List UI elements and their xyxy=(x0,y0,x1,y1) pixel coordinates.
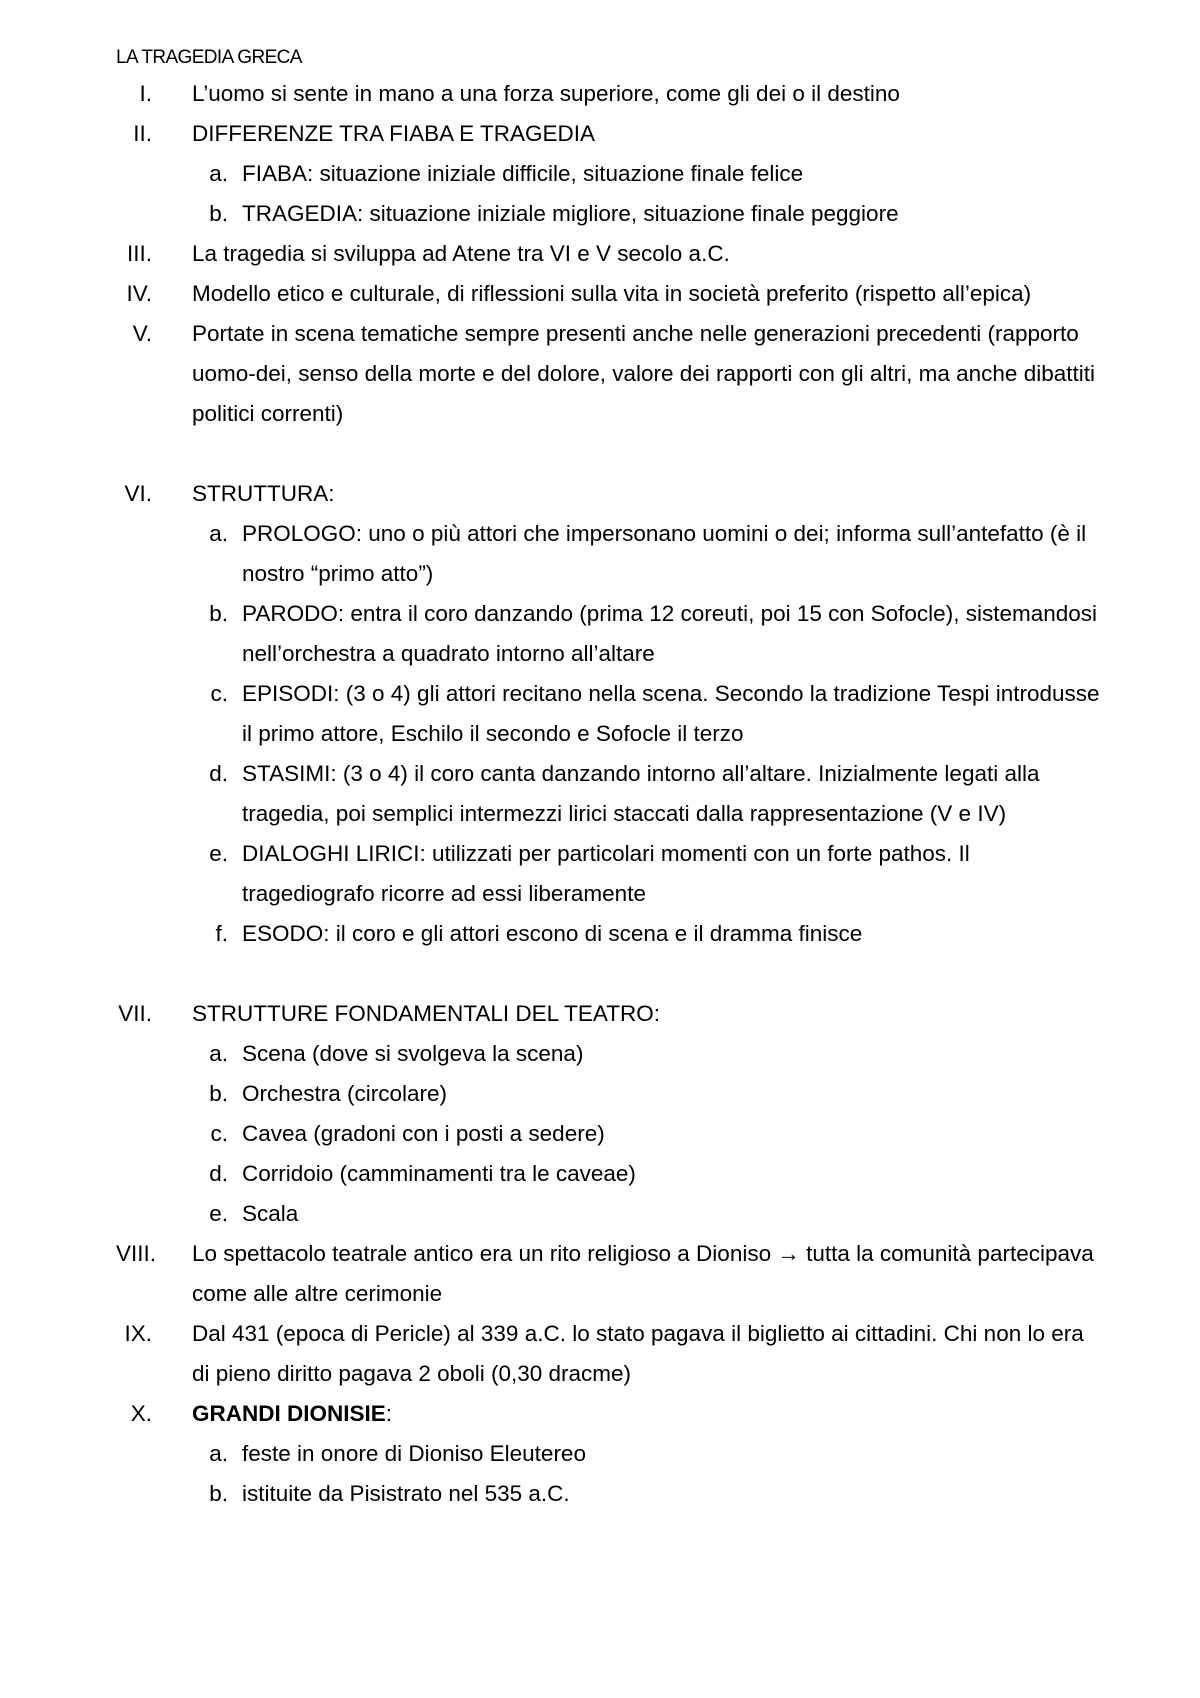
sub-item xyxy=(192,1194,1100,1234)
sub-item xyxy=(192,754,1100,834)
item-text: Modello etico e culturale, di riflessioni sulla vita in società preferito (rispetto all’epica) xyxy=(192,281,1032,306)
list-item xyxy=(116,74,1100,114)
item-text: Dal 431 (epoca di Pericle) al 339 a.C. lo stato pagava il biglietto ai cittadini. Chi non lo era di pieno diritto pagava 2 oboli (0,30 dracme) xyxy=(192,1321,1084,1386)
sub-item-text: FIABA: situazione iniziale difficile, situazione finale felice xyxy=(242,161,804,186)
document-title: LA TRAGEDIA GRECA xyxy=(116,47,302,68)
sub-item xyxy=(192,1074,1100,1114)
sub-item-letter: a. xyxy=(209,161,228,186)
sub-item-letter: a. xyxy=(209,521,228,546)
sub-item-text: Corridoio (camminamenti tra le caveae) xyxy=(242,1161,636,1186)
item-heading-suffix: : xyxy=(385,1401,393,1426)
item-text: STRUTTURA: xyxy=(192,481,335,506)
spacer xyxy=(116,954,1100,994)
sub-item xyxy=(192,1114,1100,1154)
sub-item-text: Scala xyxy=(242,1201,299,1226)
sub-item-text: STASIMI: (3 o 4) il coro canta danzando intorno all’altare. Inizialmente legati alla tragedia, poi semplici intermezzi lirici staccati dalla rappresentazione (V e IV) xyxy=(242,761,1040,826)
list-item xyxy=(116,994,1100,1034)
list-item xyxy=(116,1314,1100,1394)
sub-item-text: istituite da Pisistrato nel 535 a.C. xyxy=(242,1481,570,1506)
sub-item-letter: b. xyxy=(209,1481,228,1506)
sub-item-letter: d. xyxy=(209,1161,228,1186)
sub-item-letter: e. xyxy=(209,841,228,866)
list-item xyxy=(116,1394,1100,1434)
spacer xyxy=(116,434,1100,474)
item-number: VII. xyxy=(118,1001,152,1026)
item-text: DIFFERENZE TRA FIABA E TRAGEDIA xyxy=(192,121,596,146)
item-number: X. xyxy=(130,1401,152,1426)
list-item xyxy=(116,274,1100,314)
sub-item-text: TRAGEDIA: situazione iniziale migliore, situazione finale peggiore xyxy=(242,201,899,226)
item-number: II. xyxy=(133,121,152,146)
item-number: IV. xyxy=(126,281,152,306)
sub-item-text: PROLOGO: uno o più attori che impersonano uomini o dei; informa sull’antefatto (è il nostro “primo atto”) xyxy=(242,521,1087,586)
sub-item-text: PARODO: entra il coro danzando (prima 12 coreuti, poi 15 con Sofocle), sistemandosi nell’orchestra a quadrato intorno all’altare xyxy=(242,601,1097,666)
sub-item-letter: a. xyxy=(209,1441,228,1466)
sub-item xyxy=(192,514,1100,594)
sub-item-text: Cavea (gradoni con i posti a sedere) xyxy=(242,1121,605,1146)
sub-item-letter: b. xyxy=(209,201,228,226)
list-item xyxy=(116,474,1100,514)
item-text: L’uomo si sente in mano a una forza superiore, come gli dei o il destino xyxy=(192,81,900,106)
sub-item-text: Orchestra (circolare) xyxy=(242,1081,448,1106)
item-text xyxy=(192,1394,1100,1434)
item-number: VIII. xyxy=(116,1241,157,1266)
item-bold-heading: GRANDI DIONISIE xyxy=(192,1401,386,1426)
sub-item xyxy=(192,594,1100,674)
list-item xyxy=(116,1234,1100,1314)
list-item xyxy=(116,234,1100,274)
sub-item xyxy=(192,1154,1100,1194)
sub-item-letter: e. xyxy=(209,1201,228,1226)
sub-item-text: feste in onore di Dioniso Eleutereo xyxy=(242,1441,586,1466)
sub-item-letter: d. xyxy=(209,761,228,786)
item-number: III. xyxy=(126,241,152,266)
item-text: La tragedia si sviluppa ad Atene tra VI e V secolo a.C. xyxy=(192,241,730,266)
item-text: STRUTTURE FONDAMENTALI DEL TEATRO: xyxy=(192,1001,660,1026)
sub-item-letter: c. xyxy=(210,681,228,706)
list-item xyxy=(116,314,1100,434)
sub-item xyxy=(192,834,1100,914)
sub-item xyxy=(192,674,1100,754)
sub-item-text: ESODO: il coro e gli attori escono di scena e il dramma finisce xyxy=(242,921,863,946)
sub-item-text: Scena (dove si svolgeva la scena) xyxy=(242,1041,584,1066)
sub-item-text: EPISODI: (3 o 4) gli attori recitano nella scena. Secondo la tradizione Tespi introdusse il primo attore, Eschilo il secondo e Sofocle il terzo xyxy=(242,681,1100,746)
sub-item-text: DIALOGHI LIRICI: utilizzati per particolari momenti con un forte pathos. Il tragediografo ricorre ad essi liberamente xyxy=(242,841,970,906)
sub-item xyxy=(192,194,1100,234)
item-number: VI. xyxy=(124,481,152,506)
item-text: Lo spettacolo teatrale antico era un rito religioso a Dioniso → tutta la comunità partecipava come alle altre cerimonie xyxy=(192,1241,1094,1306)
sub-item xyxy=(192,1434,1100,1474)
list-item xyxy=(116,114,1100,154)
item-number: V. xyxy=(132,321,152,346)
sub-item-letter: b. xyxy=(209,1081,228,1106)
sub-item xyxy=(192,1034,1100,1074)
sub-item-letter: a. xyxy=(209,1041,228,1066)
sub-item-letter: f. xyxy=(215,921,228,946)
item-text: Portate in scena tematiche sempre presenti anche nelle generazioni precedenti (rapporto uomo-dei, senso della morte e del dolore, valore dei rapporti con gli altri, ma anche dibattiti politici correnti) xyxy=(192,321,1095,426)
sub-item xyxy=(192,1474,1100,1514)
item-number: I. xyxy=(139,81,152,106)
sub-item-letter: b. xyxy=(209,601,228,626)
item-number: IX. xyxy=(124,1321,152,1346)
sub-item-letter: c. xyxy=(210,1121,228,1146)
sub-item xyxy=(192,914,1100,954)
sub-item xyxy=(192,154,1100,194)
